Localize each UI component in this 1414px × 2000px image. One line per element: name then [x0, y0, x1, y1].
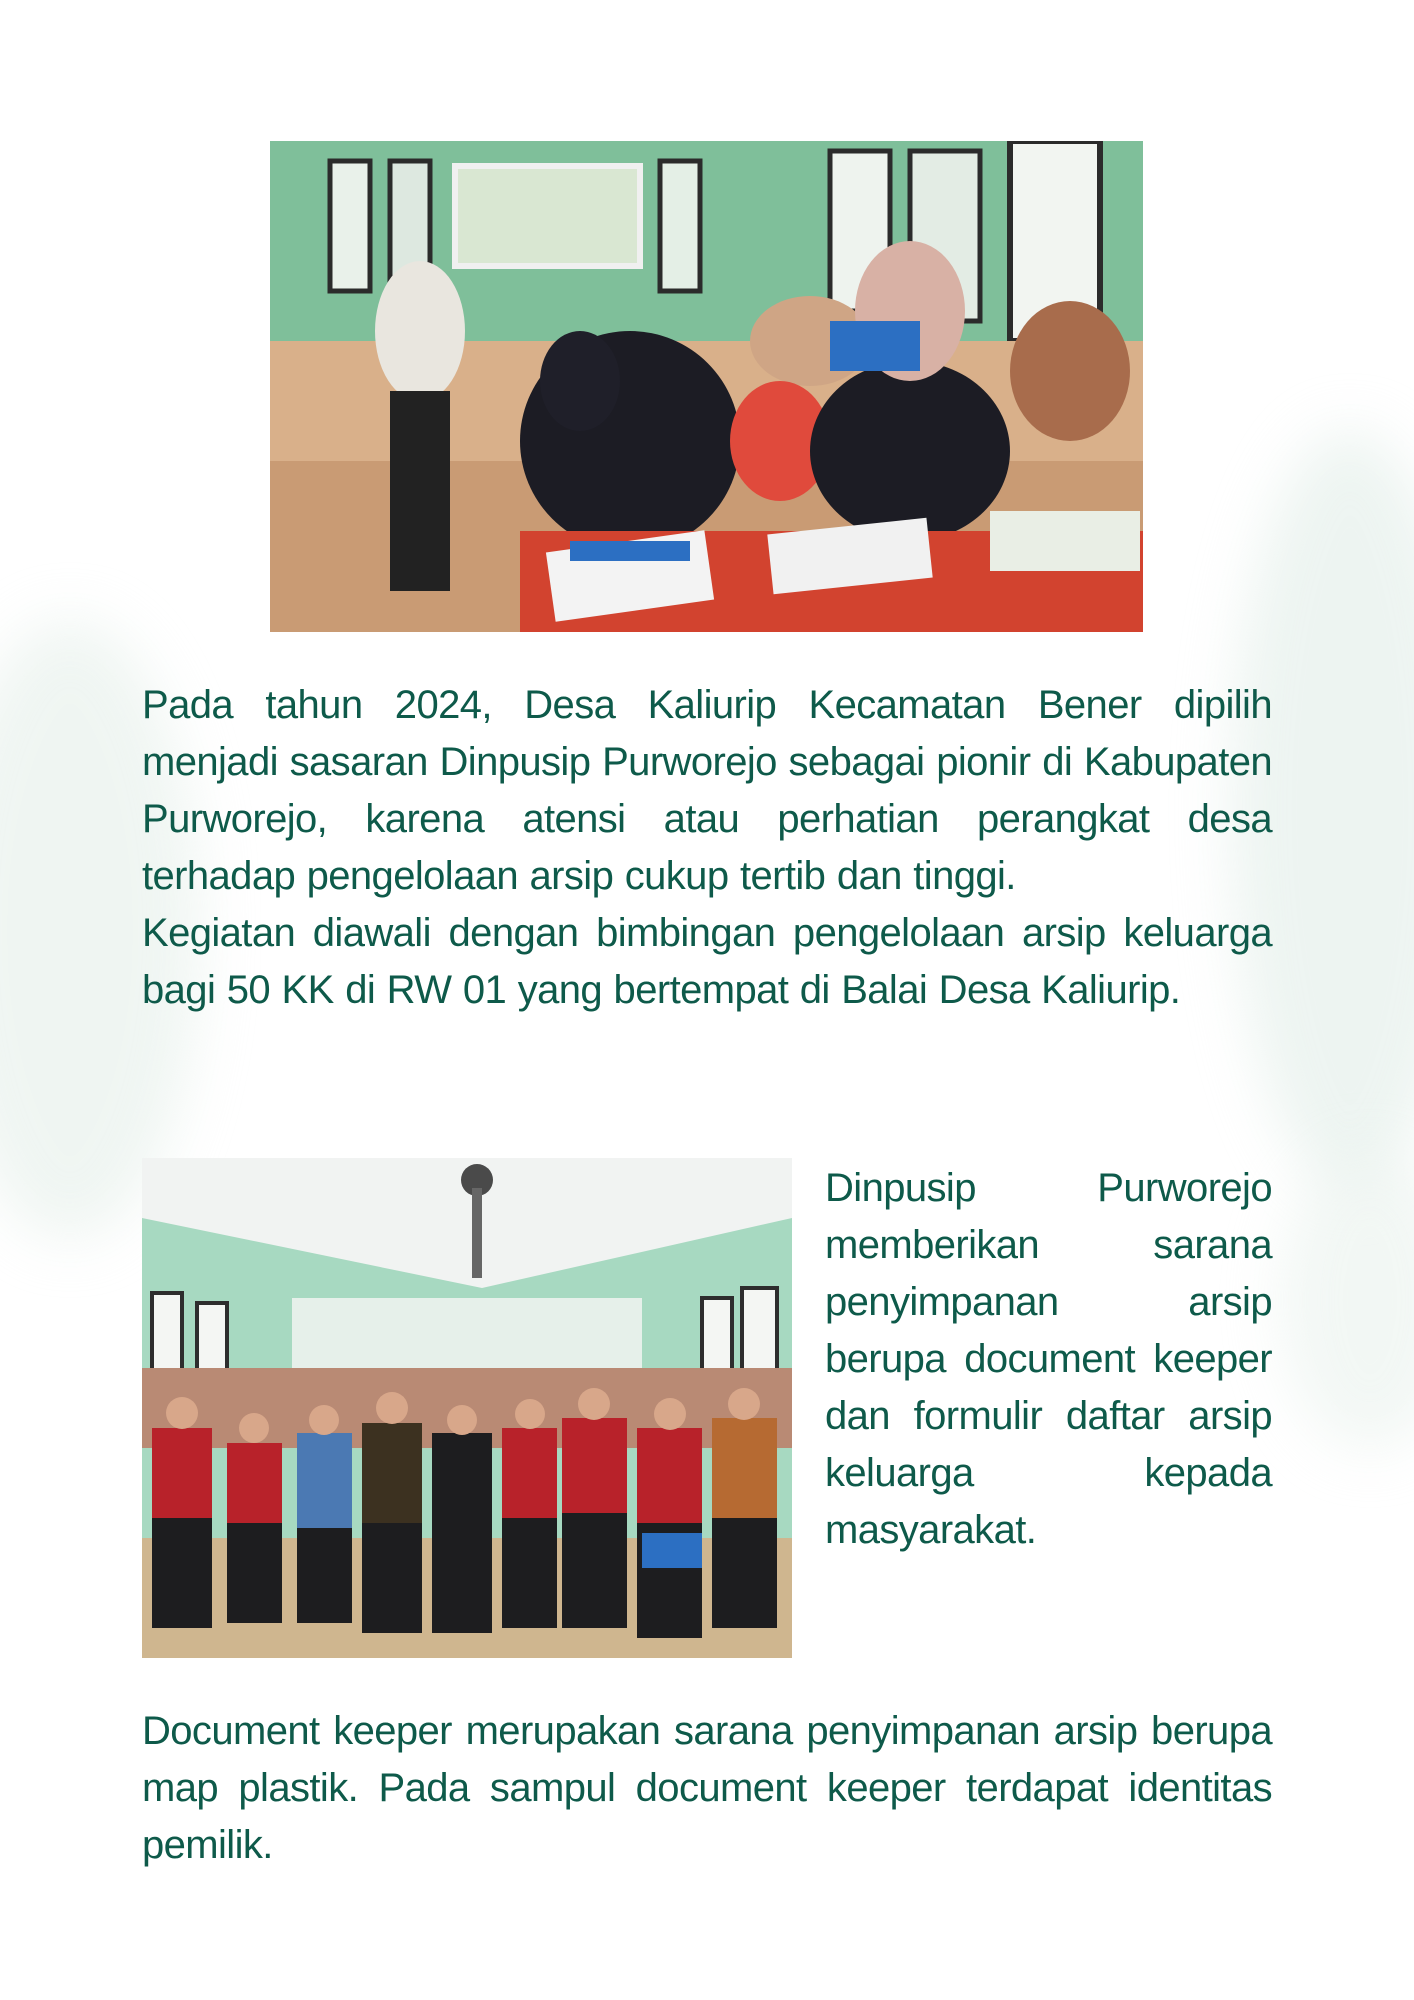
photo-guidance-session — [270, 141, 1143, 632]
background-brush-right-lower — [1280, 1150, 1414, 1450]
paragraph-document-keeper-provision: Dinpusip Purworejo memberikan sarana penyimpanan arsip berupa document keeper dan formulir daftar arsip keluarga kepada masyarakat. — [825, 1166, 1272, 1552]
paragraph-intro: Pada tahun 2024, Desa Kaliurip Kecamatan Bener dipilih menjadi sasaran Dinpusip Purworejo sebagai pionir di Kabupaten Purworejo, karena atensi atau perhatian perangkat desa terhadap pengelolaan arsip cukup tertib dan tinggi. — [142, 683, 1272, 898]
paragraph-document-keeper-description: Document keeper merupakan sarana penyimpanan arsip berupa map plastik. Pada sampul document keeper terdapat identitas pemilik. — [142, 1709, 1272, 1867]
photo-group — [142, 1158, 792, 1658]
paragraph-guidance: Kegiatan diawali dengan bimbingan pengelolaan arsip keluarga bagi 50 KK di RW 01 yang bertempat di Balai Desa Kaliurip. — [142, 911, 1272, 1012]
